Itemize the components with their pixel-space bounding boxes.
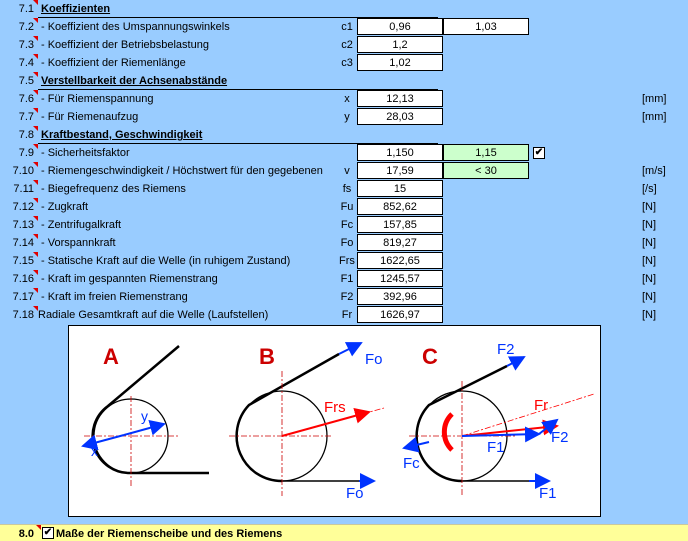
table-row — [0, 198, 688, 216]
label-x: x — [91, 443, 98, 459]
value-cell[interactable]: 1,2 — [357, 36, 443, 53]
value-cell[interactable]: 1,150 — [357, 144, 443, 161]
row-number: 7.6 — [18, 93, 34, 105]
belt-force-diagram — [68, 325, 601, 517]
row-number: 7.3 — [18, 39, 34, 51]
comment-marker — [33, 234, 38, 239]
value-cell[interactable]: 392,96 — [357, 288, 443, 305]
row-symbol: y — [344, 111, 350, 123]
row-number: 7.7 — [18, 111, 34, 123]
value-cell[interactable]: 0,96 — [357, 18, 443, 35]
row-unit: [N] — [642, 255, 657, 267]
comment-marker — [33, 288, 38, 293]
comment-marker — [33, 108, 38, 113]
row-unit: [/s] — [642, 183, 657, 195]
row-unit: [N] — [642, 219, 657, 231]
row-symbol: Frs — [339, 255, 355, 267]
limit-cell[interactable]: 1,03 — [443, 18, 529, 35]
row-number: 7.8 — [18, 129, 34, 141]
row-label: - Statische Kraft auf die Welle (in ruhigem Zustand) — [41, 255, 291, 267]
table-row — [0, 144, 688, 162]
panel-a — [83, 344, 209, 486]
comment-marker — [33, 198, 38, 203]
panel-b — [229, 343, 384, 502]
row-number: 7.14 — [12, 237, 34, 249]
row-label: - Koeffizient der Riemenlänge — [41, 57, 186, 69]
row-number: 7.10 — [12, 165, 34, 177]
row-number: 7.12 — [12, 201, 34, 213]
label-fo-bottom: Fo — [346, 485, 364, 502]
row-label: - Sicherheitsfaktor — [41, 147, 130, 159]
comment-marker — [33, 144, 38, 149]
row-label: - Zentrifugalkraft — [41, 219, 122, 231]
row-number: 7.1 — [18, 3, 34, 15]
comment-marker — [33, 126, 38, 131]
row-label: - Für Riemenspannung — [41, 93, 154, 105]
panel-a-letter: A — [103, 344, 119, 369]
row-label: - Zugkraft — [41, 201, 89, 213]
table-row — [0, 306, 688, 324]
row-symbol: Fu — [340, 201, 354, 213]
row-unit: [N] — [642, 273, 657, 285]
row-label: Kraftbestand, Geschwindigkeit — [41, 129, 203, 141]
label-y: y — [141, 408, 148, 424]
comment-marker — [33, 270, 38, 275]
value-cell[interactable]: 157,85 — [357, 216, 443, 233]
row-label: - Kraft im gespannten Riemenstrang — [41, 273, 218, 285]
table-row — [0, 180, 688, 198]
row-number: 7.9 — [18, 147, 34, 159]
row-symbol: fs — [342, 183, 352, 195]
row-label: Verstellbarkeit der Achsenabstände — [41, 75, 228, 87]
row-symbol: F1 — [340, 273, 354, 285]
row-number: 7.2 — [18, 21, 34, 33]
comment-marker — [33, 180, 38, 185]
value-cell[interactable]: 819,27 — [357, 234, 443, 251]
row-symbol: x — [344, 93, 350, 105]
table-row — [0, 54, 688, 72]
comment-marker — [33, 36, 38, 41]
limit-cell[interactable]: 1,15 — [443, 144, 529, 161]
row-label: - Koeffizient der Betriebsbelastung — [41, 39, 209, 51]
label-fc: Fc — [403, 455, 420, 472]
row-label: - Riemengeschwindigkeit / Höchstwert für den gegebenen — [41, 165, 323, 177]
row-label: Koeffizienten — [41, 3, 111, 15]
section-header-row — [0, 72, 688, 90]
section-8-header — [0, 524, 688, 541]
row-number: 7.13 — [12, 219, 34, 231]
table-row — [0, 288, 688, 306]
row-number: 7.17 — [12, 291, 34, 303]
panel-c-letter: C — [422, 344, 438, 369]
row-symbol: Fo — [340, 237, 354, 249]
row-symbol: Fc — [340, 219, 354, 231]
row-unit: [N] — [642, 309, 657, 321]
comment-marker — [36, 525, 41, 530]
value-cell[interactable]: 17,59 — [357, 162, 443, 179]
table-row — [0, 270, 688, 288]
label-fr: Fr — [534, 397, 549, 414]
table-row — [0, 18, 688, 36]
row-unit: [N] — [642, 237, 657, 249]
row-unit: [mm] — [642, 93, 667, 105]
label-f2-top: F2 — [497, 341, 515, 358]
panel-c — [403, 341, 594, 502]
comment-marker — [33, 0, 38, 5]
comment-marker — [33, 72, 38, 77]
comment-marker — [33, 90, 38, 95]
value-cell[interactable]: 12,13 — [357, 90, 443, 107]
comment-marker — [33, 18, 38, 23]
row-label: - Vorspannkraft — [41, 237, 116, 249]
comment-marker — [33, 252, 38, 257]
comment-marker — [33, 216, 38, 221]
row-symbol: v — [344, 165, 350, 177]
row-label: Radiale Gesamtkraft auf die Welle (Laufstellen) — [38, 309, 269, 321]
comment-marker — [33, 54, 38, 59]
row-label: - Biegefrequenz des Riemens — [41, 183, 186, 195]
section-header-row — [0, 126, 688, 144]
row-symbol: Fr — [341, 309, 353, 321]
table-row — [0, 252, 688, 270]
value-cell[interactable]: 1,02 — [357, 54, 443, 71]
row-number: 7.5 — [18, 75, 34, 87]
row-unit: [N] — [642, 291, 657, 303]
row-unit: [N] — [642, 201, 657, 213]
panel-b-letter: B — [259, 344, 275, 369]
row-number: 7.15 — [12, 255, 34, 267]
row-number: 7.11 — [13, 183, 34, 195]
row-number: 7.4 — [18, 57, 34, 69]
table-row — [0, 162, 688, 180]
row-unit: [mm] — [642, 111, 667, 123]
section-header-row — [0, 0, 688, 18]
row-symbol: F2 — [340, 291, 354, 303]
section-number: 8.0 — [18, 528, 34, 540]
row-label: - Kraft im freien Riemenstrang — [41, 291, 188, 303]
value-cell[interactable]: 1622,65 — [357, 252, 443, 269]
comment-marker — [33, 162, 38, 167]
value-cell[interactable]: 1626,97 — [357, 306, 443, 323]
row-symbol: c1 — [341, 21, 353, 33]
label-f2-right: F2 — [551, 429, 569, 446]
label-frs: Frs — [324, 399, 346, 416]
row-unit: [m/s] — [642, 165, 666, 177]
value-cell[interactable]: 15 — [357, 180, 443, 197]
row-number: 7.16 — [12, 273, 34, 285]
label-f1-center: F1 — [487, 439, 505, 456]
row-symbol: c2 — [341, 39, 353, 51]
limit-cell[interactable]: < 30 — [443, 162, 529, 179]
value-cell[interactable]: 28,03 — [357, 108, 443, 125]
table-row — [0, 108, 688, 126]
table-row — [0, 234, 688, 252]
row-number: 7.18 — [12, 309, 34, 321]
value-cell[interactable]: 1245,57 — [357, 270, 443, 287]
table-row — [0, 36, 688, 54]
row-label: - Koeffizient des Umspannungswinkels — [41, 21, 230, 33]
safety-factor-checkbox[interactable]: ✔ — [534, 147, 544, 158]
row-symbol: c3 — [341, 57, 353, 69]
row-label: - Für Riemenaufzug — [41, 111, 139, 123]
value-cell[interactable]: 852,62 — [357, 198, 443, 215]
section-label: Maße der Riemenscheibe und des Riemens — [56, 528, 283, 540]
section-checkbox[interactable]: ✔ — [43, 527, 53, 538]
label-f1-bottom: F1 — [539, 485, 557, 502]
table-row — [0, 90, 688, 108]
table-row — [0, 216, 688, 234]
label-fo-top: Fo — [365, 351, 383, 368]
